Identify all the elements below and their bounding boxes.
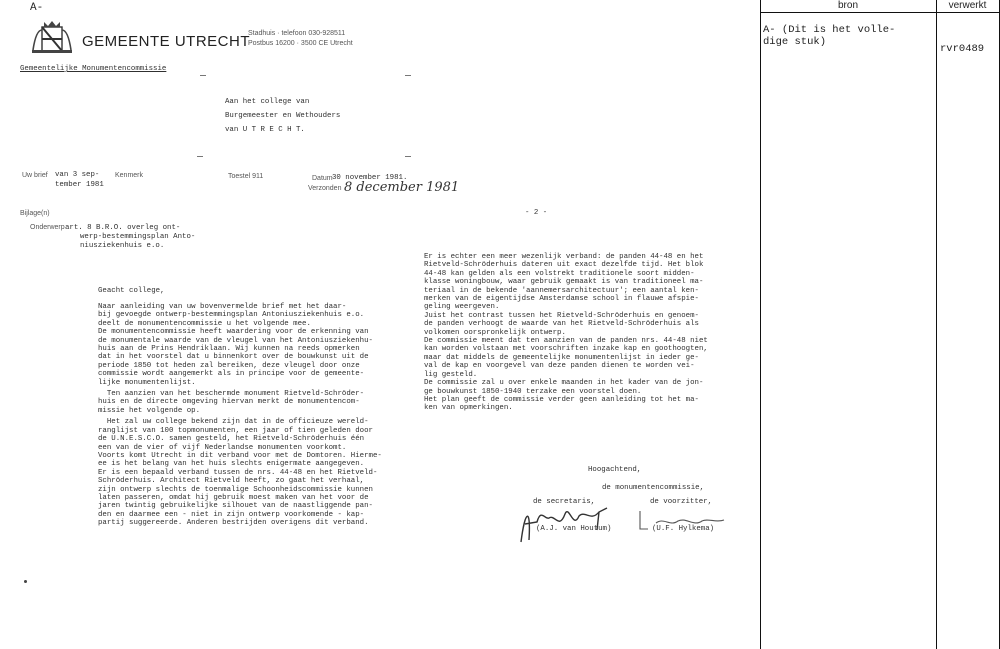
uw-brief-value-2: tember 1981: [55, 181, 104, 189]
right-body-text: [424, 253, 708, 413]
uw-brief-value-1: van 3 sep-: [55, 171, 100, 179]
body-line: merken van de eigentijdse Amsterdamse school in flauwe afspie-: [424, 295, 699, 304]
body-line: partij suggereerde. Anderen bestrijden overigens dit verband.: [98, 519, 369, 528]
register-mark: [200, 75, 206, 76]
panel-border: [760, 0, 761, 649]
secretary-label: de secretaris,: [533, 498, 596, 506]
body-line: ee is het belang van het huis slechts enigermate aangegeven.: [98, 460, 365, 469]
body-line: periode 1850 tot heden zal bereiken, deze vleugel door onze: [98, 361, 360, 370]
body-line: De commissie zal u over enkele maanden in het kader van de jon-: [424, 379, 704, 388]
onderwerp-line-3: niusziekenhuis e.o.: [80, 242, 165, 250]
verzonden-label: Verzonden: [308, 185, 342, 192]
kenmerk-label: Kenmerk: [115, 172, 144, 179]
body-line: jaren twintig gebruikelijke silhouet van de naastliggende pan-: [98, 502, 373, 511]
onderwerp-line-1: art. 8 B.R.O. overleg ont-: [65, 224, 181, 232]
uw-brief-label: Uw brief: [22, 172, 48, 179]
bijlage-label: Bijlage(n): [20, 210, 50, 217]
body-line: missie het volgende op.: [98, 406, 201, 415]
panel-divider: [936, 0, 937, 649]
header-rule: [760, 12, 1000, 13]
body-line: Er is een bepaald verband tussen de nrs. 44-48 en het Rietveld-: [98, 468, 378, 477]
bron-line-2: dige stuk): [763, 36, 827, 48]
committee-name: de monumentencommissie,: [602, 484, 705, 492]
body-line: Naar aanleiding van uw bovenvermelde brief met het daar-: [98, 303, 347, 311]
body-line: Het plan geeft de commissie verder geen aanleiding tot het ma-: [424, 395, 699, 404]
header-bron: bron: [837, 0, 858, 11]
datum-value: 30 november 1981.: [332, 174, 408, 182]
body-line: lig gesteld.: [424, 370, 478, 379]
department-name: Gemeentelijke Monumentencommissie: [20, 65, 167, 73]
body-line: 44-48 kan gelden als een volstrekt traditionele soort midden-: [424, 269, 695, 278]
chair-label: de voorzitter,: [650, 498, 713, 506]
recipient-line-3: van U T R E C H T.: [225, 126, 305, 134]
body-line: bij gevoegde ontwerp-bestemmingsplan Antoniusziekenhuis e.o.: [98, 311, 365, 320]
left-body-text: [98, 303, 382, 528]
recipient-line-1: Aan het college van: [225, 98, 310, 106]
body-line: Het zal uw college bekend zijn dat in de officieuze wereld-: [98, 418, 369, 427]
body-line: val de kap en voorgevel van deze panden dienen te worden vei-: [424, 362, 695, 371]
recipient-line-2: Burgemeester en Wethouders: [225, 112, 341, 120]
register-mark: [405, 75, 411, 76]
body-line: geling weergeven.: [424, 303, 500, 312]
source-panel: [760, 0, 1000, 649]
register-mark: [197, 156, 203, 157]
body-line: Juist het contrast tussen het Rietveld-Schröderhuis en genoem-: [424, 311, 699, 320]
body-line: volkomen oorspronkelijk ontwerp.: [424, 328, 566, 337]
verzonden-value: 8 december 1981: [344, 180, 460, 195]
body-line: maar dat middels de gemeentelijke monumentenlijst in ieder ge-: [424, 353, 699, 362]
body-line: Er is echter een meer wezenlijk verband: de panden 44-48 en het: [424, 253, 704, 261]
body-line: de panden verhoogt de waarde van het Rietveld-Schröderhuis als: [424, 320, 699, 329]
address-line-2: Postbus 16200 · 3500 CE Utrecht: [248, 40, 353, 47]
secretary-name: (A.J. van Houtum): [536, 525, 612, 533]
body-line: Voorts komt Utrecht in dit verband voor met de Domtoren. Hierme-: [98, 451, 382, 460]
coat-of-arms-logo: [30, 20, 74, 54]
body-line: De monumentencommissie heeft waardering voor de erkenning van: [98, 328, 369, 337]
body-line: ge bouwkunst 1850-1940 terzake een voorstel doen.: [424, 387, 642, 396]
body-line: huis aan de Prins Hendriklaan. Wij kunnen na reeds opmerken: [98, 345, 360, 354]
body-line: ranglijst van 100 topmonumenten, een jaar of tien geleden door: [98, 426, 373, 435]
body-line: de monumentale waarde van de vleugel van het Antoniusziekenhu-: [98, 336, 373, 345]
salutation: Geacht college,: [98, 287, 165, 295]
body-line: Ten aanzien van het beschermde monument Rietveld-Schröder-: [98, 390, 365, 399]
header-verwerkt: verwerkt: [948, 0, 987, 11]
body-line: een van de vier of vijf Nederlandse monumenten voorkomt.: [98, 443, 347, 452]
body-line: zijn ontwerp slechts de toenmalige Schoonheidscommissie kunnen: [98, 485, 373, 494]
body-line: Rietveld-Schröderhuis dateren uit exact dezelfde tijd. Het blok: [424, 261, 704, 270]
verwerkt-value: rvr0489: [940, 43, 985, 55]
body-line: lijke monumentenlijst.: [98, 378, 196, 387]
body-line: deelt de monumentencommissie u het volgende mee.: [98, 319, 311, 328]
body-line: den en daarmee een - niet in zijn ontwerp voorkomende - kap-: [98, 510, 365, 519]
onderwerp-label: Onderwerp: [30, 224, 65, 231]
register-mark: [405, 156, 411, 157]
page-number: - 2 -: [525, 209, 548, 217]
punch-dot: [24, 580, 27, 583]
org-name: GEMEENTE UTRECHT: [82, 33, 251, 50]
bron-line-1: A- (Dit is het volle-: [763, 24, 896, 36]
body-line: De commissie meent dat ten aanzien van de panden nrs. 44-48 niet: [424, 337, 708, 346]
body-line: kan worden volstaan met voorschriften inzake kap en goothoogten,: [424, 345, 708, 354]
body-line: de U.N.E.S.C.O. samen gesteld, het Rietveld-Schröderhuis één: [98, 435, 365, 444]
body-line: dat in het voorstel dat u binnenkort over de bouwkunst uit de: [98, 353, 369, 362]
onderwerp-line-2: werp-bestemmingsplan Anto-: [80, 233, 196, 241]
address-line-1: Stadhuis · telefoon 030-928511: [248, 30, 346, 37]
datum-label: Datum: [312, 175, 333, 182]
chair-name: (U.F. Hylkema): [652, 525, 715, 533]
closing: Hoogachtend,: [588, 466, 642, 474]
body-line: laten passeren, omdat hij gebruik moest maken van het voor de: [98, 493, 369, 502]
body-line: ken van opmerkingen.: [424, 404, 513, 413]
body-line: teriaal in de bekende 'aannemersarchitectuur'; een aantal ken-: [424, 286, 699, 295]
body-line: commissie wordt aangemerkt als in principe voor de gemeente-: [98, 370, 365, 379]
toestel-label: Toestel 911: [228, 173, 264, 180]
corner-mark: A-: [30, 2, 44, 14]
body-line: klasse woningbouw, waar gebruik gemaakt is van traditioneel ma-: [424, 278, 704, 287]
body-line: huis en de directe omgeving hiervan merkt de monumentencom-: [98, 398, 360, 407]
body-line: Schröderhuis. Architect Rietveld heeft, zo gaat het verhaal,: [98, 477, 365, 486]
